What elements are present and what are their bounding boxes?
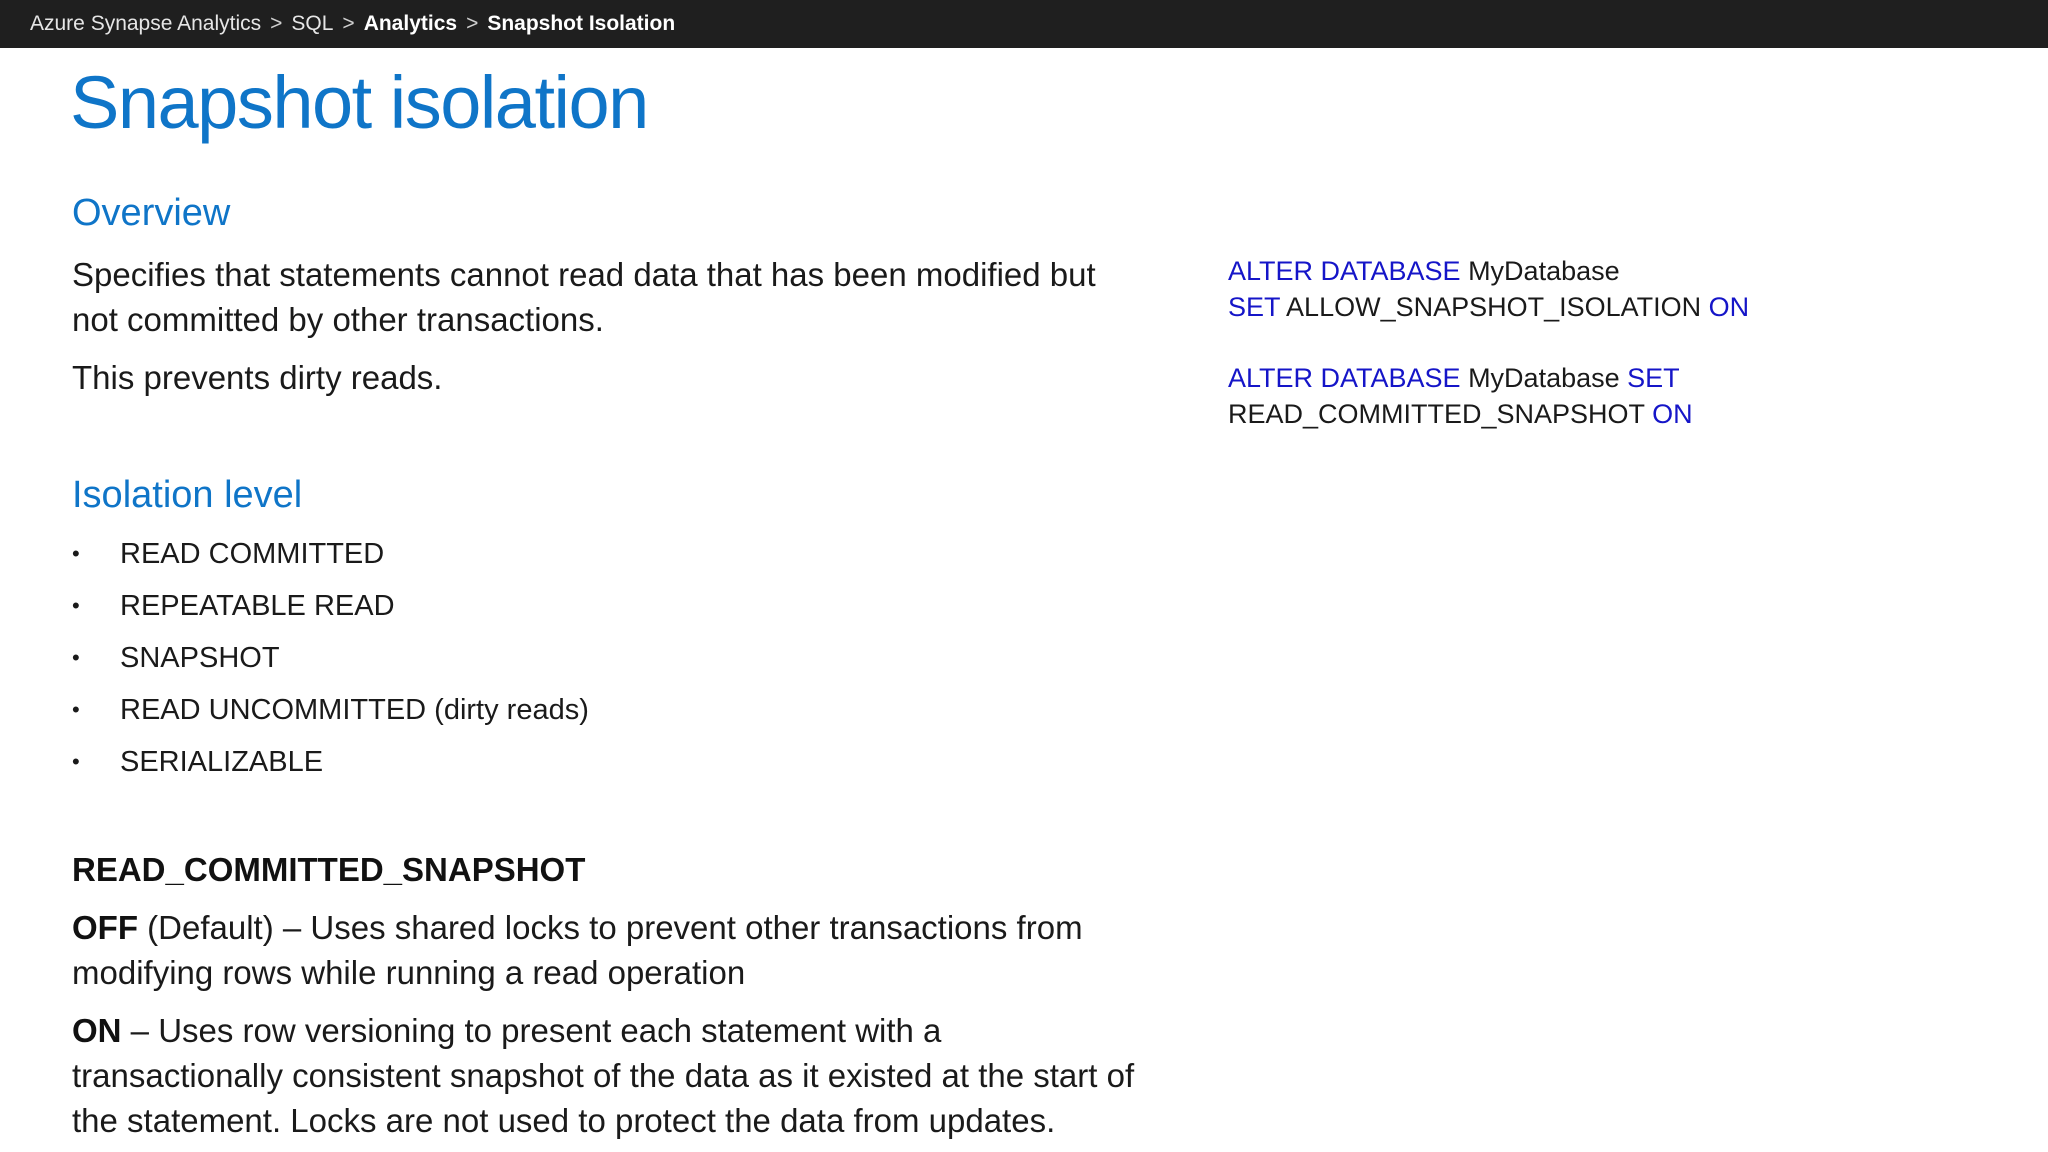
rcs-on-line2: transactionally consistent snapshot of the data as it existed at the start of xyxy=(72,1057,1135,1094)
code-line xyxy=(1228,360,1693,396)
code-text: ALLOW_SNAPSHOT_ISOLATION xyxy=(1280,292,1709,322)
list-item xyxy=(72,528,589,580)
overview-note: This prevents dirty reads. xyxy=(72,359,443,396)
list-item xyxy=(72,580,589,632)
rcs-on-line1: – Uses row versioning to present each statement with a xyxy=(121,1012,942,1049)
rcs-on-description xyxy=(72,1008,1134,1143)
list-item-label: REPEATABLE READ xyxy=(120,589,395,622)
breadcrumb-item-analytics[interactable]: Analytics xyxy=(363,12,458,35)
code-keyword: ALTER DATABASE xyxy=(1228,256,1461,286)
code-keyword: SET xyxy=(1627,363,1680,393)
overview-heading: Overview xyxy=(72,192,231,234)
code-text: MyDatabase xyxy=(1460,363,1628,393)
bullet-icon: • xyxy=(72,593,80,618)
breadcrumb-bar xyxy=(0,0,2048,48)
breadcrumb-separator: > xyxy=(342,12,355,35)
overview-paragraph-line1: Specifies that statements cannot read data that has been modified but xyxy=(72,256,1096,293)
code-line xyxy=(1228,396,1693,432)
list-item xyxy=(72,632,589,684)
list-item-label: SNAPSHOT xyxy=(120,641,280,674)
code-text: MyDatabase xyxy=(1460,256,1620,286)
list-item-label: READ UNCOMMITTED (dirty reads) xyxy=(120,693,589,726)
code-line xyxy=(1228,289,1749,325)
breadcrumb-item-azure-synapse-analytics[interactable]: Azure Synapse Analytics xyxy=(30,12,262,35)
overview-paragraph xyxy=(72,252,1096,342)
list-item-label: READ COMMITTED xyxy=(120,537,385,570)
bullet-icon: • xyxy=(72,645,80,670)
code-keyword: ON xyxy=(1708,292,1750,322)
list-item-label: SERIALIZABLE xyxy=(120,745,324,778)
rcs-off-term: OFF xyxy=(72,909,138,946)
code-block-read-committed-snapshot xyxy=(1228,360,1693,432)
bullet-icon: • xyxy=(72,541,80,566)
rcs-off-line2: modifying rows while running a read operation xyxy=(72,954,746,991)
breadcrumb-separator: > xyxy=(270,12,283,35)
breadcrumb-item-sql[interactable]: SQL xyxy=(291,12,334,35)
page-title: Snapshot isolation xyxy=(70,61,648,144)
code-block-allow-snapshot xyxy=(1228,253,1749,325)
overview-paragraph-line2: not committed by other transactions. xyxy=(72,301,604,338)
list-item xyxy=(72,736,589,788)
rcs-off-line1: (Default) – Uses shared locks to prevent other transactions from xyxy=(137,909,1083,946)
isolation-level-list xyxy=(72,528,589,788)
rcs-off-description xyxy=(72,905,1083,995)
bullet-icon: • xyxy=(72,749,80,774)
code-text: READ_COMMITTED_SNAPSHOT xyxy=(1228,399,1653,429)
code-keyword: SET xyxy=(1228,292,1281,322)
code-line xyxy=(1228,253,1749,289)
list-item xyxy=(72,684,589,736)
bullet-icon: • xyxy=(72,697,80,722)
isolation-level-heading: Isolation level xyxy=(72,474,303,516)
read-committed-snapshot-heading: READ_COMMITTED_SNAPSHOT xyxy=(72,851,586,888)
rcs-on-term: ON xyxy=(72,1012,122,1049)
rcs-on-line3: the statement. Locks are not used to protect the data from updates. xyxy=(72,1102,1056,1139)
code-keyword: ALTER DATABASE xyxy=(1228,363,1461,393)
breadcrumb-item-snapshot-isolation: Snapshot Isolation xyxy=(487,12,676,35)
code-keyword: ON xyxy=(1652,399,1693,429)
breadcrumb-separator: > xyxy=(466,12,479,35)
